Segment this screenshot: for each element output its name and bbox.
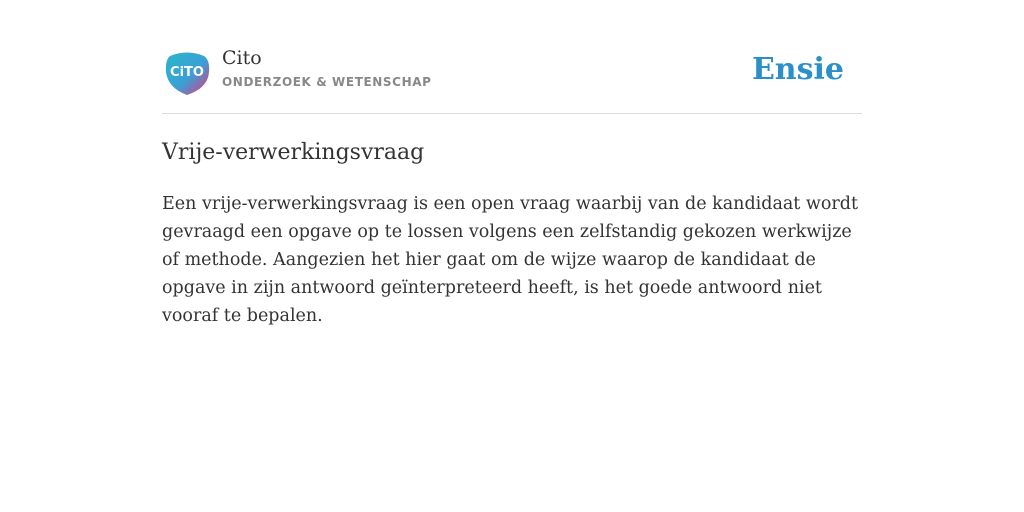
definition-text: Een vrije-verwerkingsvraag is een open vraag waarbij van de kandidaat wordt gevraagd een opgave op te lossen volgens een zelfstandig gekozen werkwijze of methode. Aangezien het hier gaat om de wijze waarop de kandidaat de opgave in zijn antwoord geïnterpreteerd heeft, is het goede antwoord niet vooraf te bepalen. [162, 194, 859, 326]
logo-text: CiTO [170, 65, 204, 80]
header [162, 40, 862, 114]
brand-logo[interactable]: Ensie [751, 52, 844, 87]
org-name[interactable]: Cito [222, 47, 262, 69]
page-title: Vrije-verwerkingsvraag [162, 140, 425, 165]
cito-logo[interactable] [164, 50, 210, 96]
org-subtitle: ONDERZOEK & WETENSCHAP [222, 75, 432, 89]
